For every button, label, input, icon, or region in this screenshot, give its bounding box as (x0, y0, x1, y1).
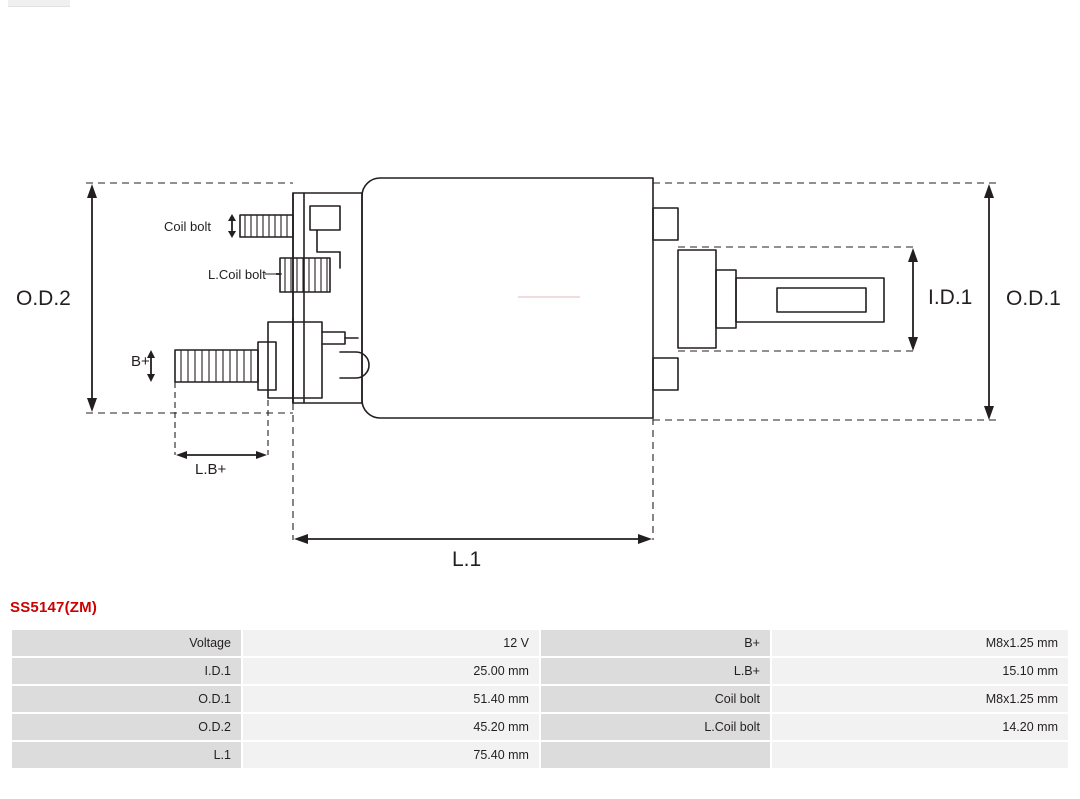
right-plunger-slot (777, 288, 866, 312)
spec-key: O.D.2 (12, 714, 241, 740)
cap-detail-2 (317, 230, 340, 252)
spec-key-empty (541, 742, 770, 768)
dimension-label-od1: O.D.1 (1006, 287, 1061, 310)
plunger-detail-1 (322, 332, 345, 344)
spec-key: L.Coil bolt (541, 714, 770, 740)
spec-value: M8x1.25 mm (772, 686, 1068, 712)
table-row (12, 686, 1068, 712)
spec-key: O.D.1 (12, 686, 241, 712)
spec-key: L.B+ (541, 658, 770, 684)
dimension-label-coil-bolt: Coil bolt (164, 219, 211, 234)
spec-key: I.D.1 (12, 658, 241, 684)
spec-value: 12 V (243, 630, 539, 656)
spec-value-empty (772, 742, 1068, 768)
coil-bolt-threads (245, 215, 287, 237)
table-row (12, 714, 1068, 740)
spec-value: 14.20 mm (772, 714, 1068, 740)
spec-value: 15.10 mm (772, 658, 1068, 684)
table-row (12, 630, 1068, 656)
b-plus-nut (258, 342, 276, 390)
spec-value: 45.20 mm (243, 714, 539, 740)
table-row (12, 742, 1068, 768)
spec-key: L.1 (12, 742, 241, 768)
dimension-label-id1: I.D.1 (928, 286, 973, 309)
right-plunger-shaft (736, 278, 884, 322)
specifications-table (10, 628, 1070, 770)
table-row (12, 658, 1068, 684)
coil-bolt-stud (240, 215, 293, 237)
spec-value: M8x1.25 mm (772, 630, 1068, 656)
spec-value: 51.40 mm (243, 686, 539, 712)
cap-detail-1 (310, 206, 340, 230)
dimension-label-l-coil-bolt: L.Coil bolt (208, 267, 266, 282)
spec-key: Voltage (12, 630, 241, 656)
l-coil-bolt-threads (285, 258, 327, 292)
right-terminal-top (653, 208, 678, 240)
spec-value: 75.40 mm (243, 742, 539, 768)
dimension-label-l-bplus: L.B+ (195, 461, 227, 478)
right-housing-block (678, 250, 716, 348)
spec-key: Coil bolt (541, 686, 770, 712)
dimension-label-l1: L.1 (452, 548, 482, 571)
dimension-label-od2: O.D.2 (16, 287, 71, 310)
right-terminal-bottom (653, 358, 678, 390)
spec-value: 25.00 mm (243, 658, 539, 684)
plunger-detail-3 (340, 352, 369, 378)
right-housing-neck (716, 270, 736, 328)
dimension-label-bplus: B+ (131, 353, 150, 370)
l-coil-bolt-stud (280, 258, 330, 292)
b-plus-threads (181, 350, 251, 382)
spec-key: B+ (541, 630, 770, 656)
dimension-arrows (92, 192, 989, 539)
part-number: SS5147(ZM) (10, 599, 98, 616)
solenoid-body (362, 178, 653, 418)
